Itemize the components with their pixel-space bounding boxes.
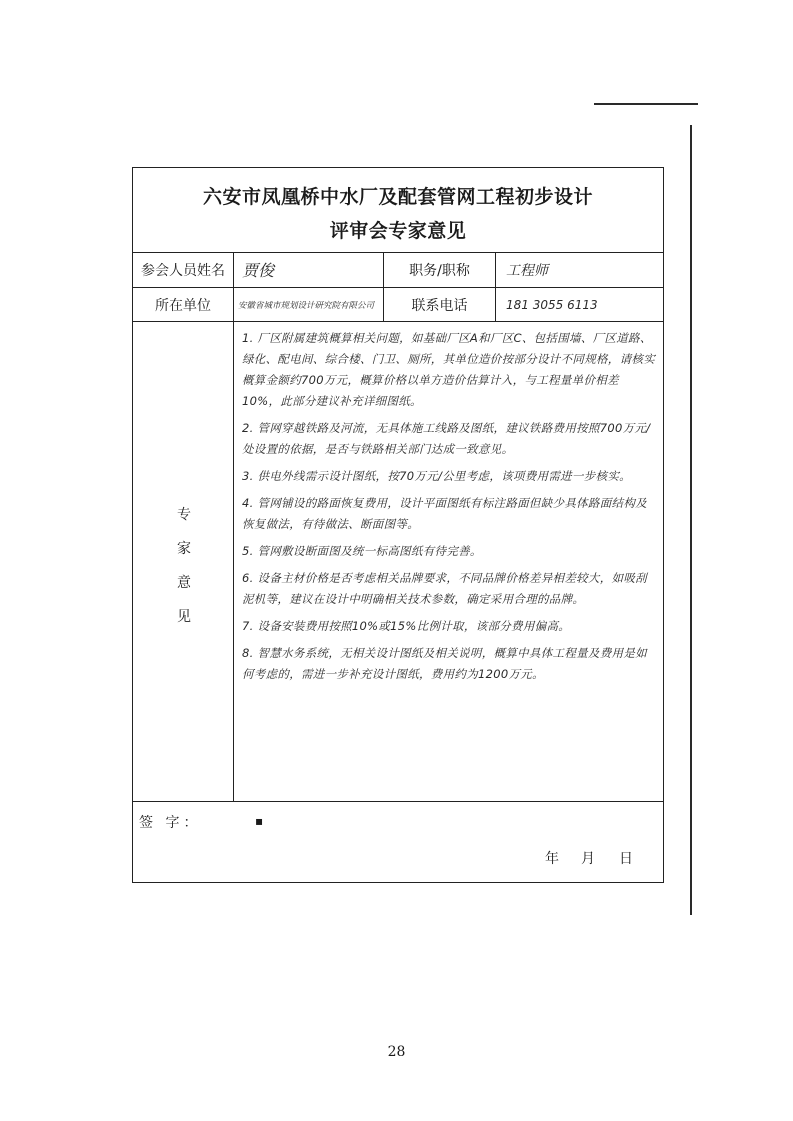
form-subtitle: 评审会专家意见	[329, 220, 467, 242]
phone-value: 181 3055 6113	[506, 297, 598, 312]
opinion-item: 8. 智慧水务系统，无相关设计图纸及相关说明，概算中具体工程量及费用是如何考虑的，需进一步补充设计图纸，费用约为1200万元。	[242, 646, 647, 681]
date-month-label: 月	[581, 851, 595, 867]
unit-label: 所在单位	[133, 288, 234, 321]
unit-row	[133, 288, 663, 322]
opinion-item: 7. 设备安装费用按照10%或15%比例计取，该部分费用偏高。	[242, 619, 571, 633]
opinion-body	[234, 322, 665, 801]
form-title: 六安市凤凰桥中水厂及配套管网工程初步设计	[202, 186, 593, 208]
unit-value: 安徽省城市规划设计研究院有限公司	[234, 288, 384, 321]
job-title-value: 工程师	[506, 262, 548, 279]
page-number: 28	[387, 1044, 406, 1060]
signature-row	[133, 802, 663, 884]
date-year-label: 年	[545, 851, 559, 867]
opinion-label-char: 意	[177, 575, 191, 591]
form-title-block	[133, 168, 663, 253]
expert-opinion-form	[132, 167, 664, 883]
opinion-item: 4. 管网铺设的路面恢复费用，设计平面图纸有标注路面但缺少具体路面结构及恢复做法，有待做法、断面图等。	[242, 496, 647, 531]
signature-label: 签 字：	[139, 815, 202, 831]
name-label: 参会人员姓名	[133, 252, 234, 287]
phone-label: 联系电话	[384, 288, 496, 321]
signature-mark: ▪	[255, 814, 264, 828]
opinion-item: 6. 设备主材价格是否考虑相关品牌要求，不同品牌价格差异相差较大，如吸刮泥机等，建议在设计中明确相关技术参数，确定采用合理的品牌。	[242, 571, 647, 606]
opinion-label-char: 家	[177, 541, 191, 557]
opinion-item: 5. 管网敷设断面图及统一标高图纸有待完善。	[242, 544, 482, 558]
opinion-row	[133, 322, 663, 802]
opinion-label-char: 见	[177, 609, 191, 625]
name-value: 贾俊	[234, 252, 384, 287]
scan-edge-line-top	[594, 103, 698, 105]
date-day-label: 日	[619, 851, 633, 867]
opinion-label	[133, 322, 234, 801]
job-title-label: 职务/职称	[384, 252, 496, 287]
opinion-item: 1. 厂区附属建筑概算相关问题，如基础厂区A和厂区C、包括围墙、厂区道路、绿化、配电间、综合楼、门卫、厕所，其单位造价按部分设计不同规格，请核实概算金额约700万元，概算价格以单方造价估算计入，与工程量单价相差10%，此部分建议补充详细图纸。	[242, 331, 655, 408]
opinion-item: 2. 管网穿越铁路及河流，无具体施工线路及图纸，建议铁路费用按照700万元/处设置的依据，是否与铁路相关部门达成一致意见。	[242, 421, 651, 456]
opinion-item: 3. 供电外线需示设计图纸，按70万元/公里考虑，该项费用需进一步核实。	[242, 469, 631, 483]
opinion-label-char: 专	[177, 507, 191, 523]
participant-row	[133, 252, 663, 288]
scan-edge-line-right	[690, 125, 692, 915]
